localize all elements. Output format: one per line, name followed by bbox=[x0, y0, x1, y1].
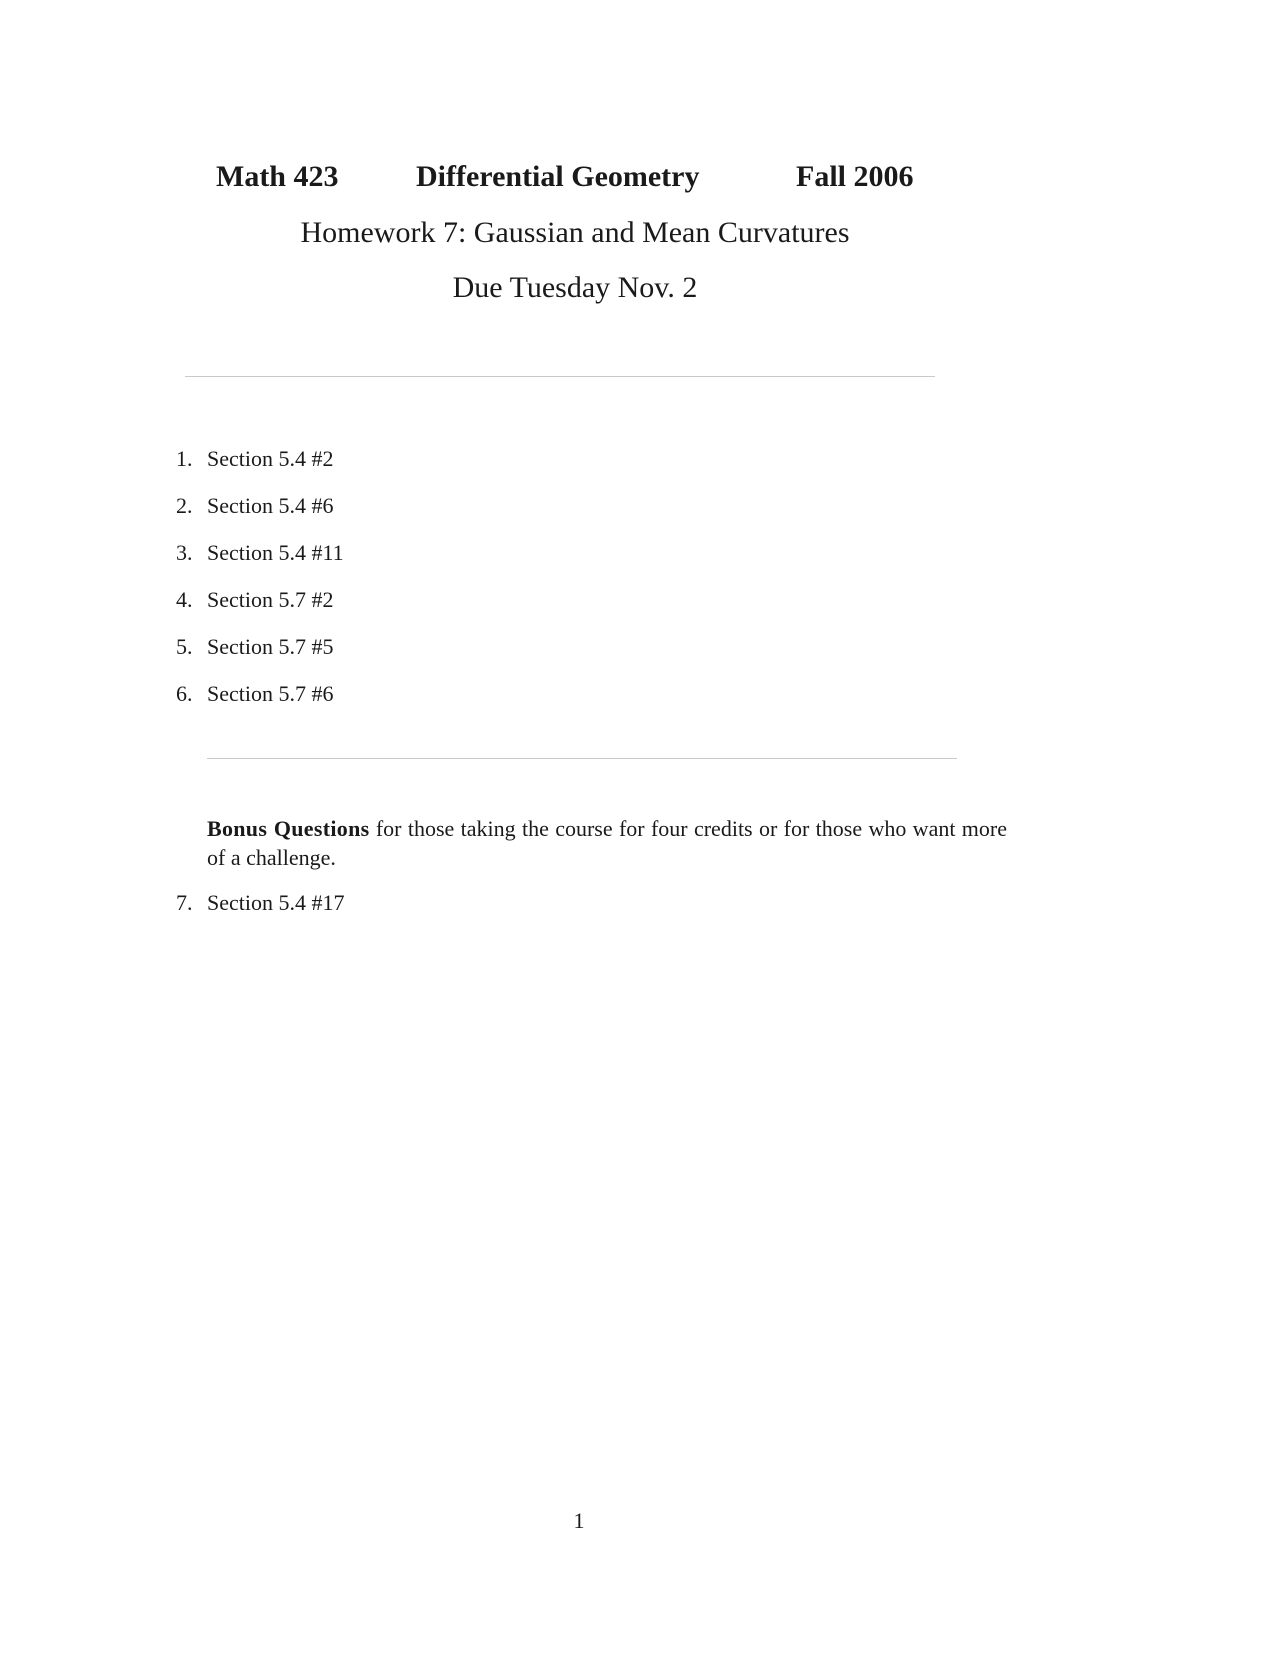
problem-number: 7. bbox=[176, 890, 193, 915]
problem-number: 3. bbox=[176, 540, 193, 565]
problem-number: 6. bbox=[176, 681, 193, 706]
problem-number: 1. bbox=[176, 446, 193, 471]
problem-text: Section 5.4 #2 bbox=[207, 446, 334, 471]
top-divider bbox=[185, 376, 935, 377]
course-header bbox=[0, 160, 1280, 200]
bonus-heading: Bonus Questions bbox=[207, 816, 370, 841]
bonus-intro bbox=[207, 814, 1007, 872]
problem-text: Section 5.7 #2 bbox=[207, 587, 334, 612]
problem-text: Section 5.4 #11 bbox=[207, 540, 344, 565]
due-date: Due Tuesday Nov. 2 bbox=[452, 271, 698, 304]
bonus-divider bbox=[207, 758, 957, 759]
homework-title: Homework 7: Gaussian and Mean Curvatures bbox=[300, 216, 850, 249]
problem-number: 4. bbox=[176, 587, 193, 612]
course-subject: Differential Geometry bbox=[416, 160, 700, 193]
course-number: Math 423 bbox=[216, 160, 339, 193]
bonus-description: for those taking the course for four credits or for those who want more of a challenge. bbox=[207, 816, 1007, 870]
problem-text: Section 5.4 #17 bbox=[207, 890, 345, 915]
problem-number: 5. bbox=[176, 634, 193, 659]
problem-text: Section 5.7 #6 bbox=[207, 681, 334, 706]
page-number: 1 bbox=[573, 1508, 585, 1533]
problem-text: Section 5.4 #6 bbox=[207, 493, 334, 518]
problem-number: 2. bbox=[176, 493, 193, 518]
problem-text: Section 5.7 #5 bbox=[207, 634, 334, 659]
course-term: Fall 2006 bbox=[796, 160, 914, 193]
